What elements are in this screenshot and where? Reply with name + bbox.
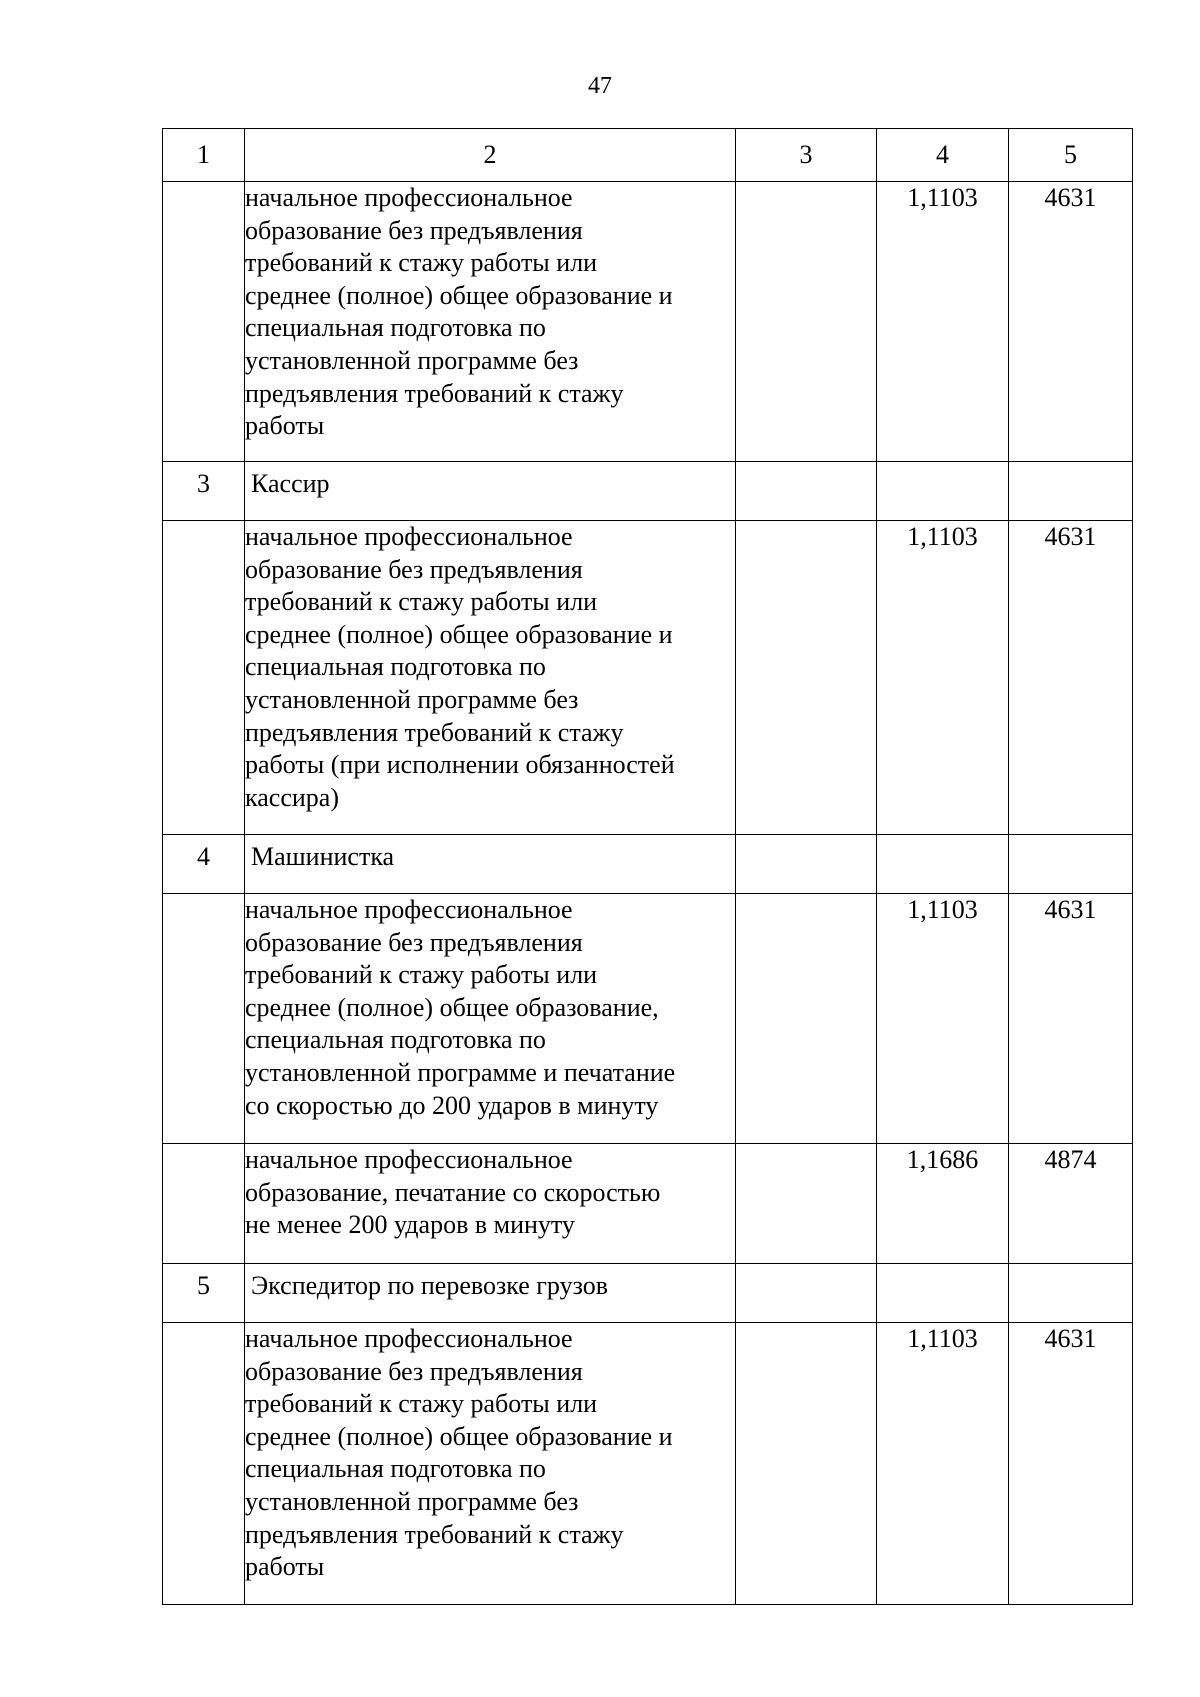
col3-cell [736,894,877,1144]
row-text: Кассир [245,462,736,521]
row-text: начальное профессиональное образование без предъявления требований к стажу работы или среднее (полное) общее образование и специальная подготовка по установленной программе без предъявления требований к стажу работы [245,182,736,462]
header-cell: 5 [1009,129,1133,182]
salary-table [162,128,1133,1605]
amount-cell [1009,462,1133,521]
table-row [163,1144,1133,1264]
col3-cell [736,521,877,835]
col3-cell [736,462,877,521]
amount-cell: 4631 [1009,894,1133,1144]
col3-cell [736,1264,877,1323]
col3-cell [736,182,877,462]
row-text: Экспедитор по перевозке грузов [245,1264,736,1323]
coefficient-cell [877,462,1009,521]
row-number [163,521,245,835]
amount-cell: 4631 [1009,521,1133,835]
row-text: Машинистка [245,835,736,894]
coefficient-cell: 1,1686 [877,1144,1009,1264]
row-number: 3 [163,462,245,521]
coefficient-cell: 1,1103 [877,894,1009,1144]
row-number [163,894,245,1144]
row-number: 5 [163,1264,245,1323]
col3-cell [736,835,877,894]
table-row [163,835,1133,894]
table-row [163,462,1133,521]
coefficient-cell: 1,1103 [877,1323,1009,1605]
row-text: начальное профессиональное образование без предъявления требований к стажу работы или среднее (полное) общее образование, специальная подготовка по установленной программе и печатание со скоростью до 200 ударов в минуту [245,894,736,1144]
table-header-row [163,129,1133,182]
table-row [163,1323,1133,1605]
amount-cell [1009,1264,1133,1323]
coefficient-cell: 1,1103 [877,182,1009,462]
coefficient-cell [877,835,1009,894]
table-row [163,182,1133,462]
table-row [163,521,1133,835]
col3-cell [736,1323,877,1605]
header-cell: 3 [736,129,877,182]
header-cell: 4 [877,129,1009,182]
amount-cell: 4631 [1009,1323,1133,1605]
amount-cell: 4874 [1009,1144,1133,1264]
col3-cell [736,1144,877,1264]
row-number [163,1144,245,1264]
coefficient-cell [877,1264,1009,1323]
row-text: начальное профессиональное образование без предъявления требований к стажу работы или среднее (полное) общее образование и специальная подготовка по установленной программе без предъявления требований к стажу работы (при исполнении обязанностей кассира) [245,521,736,835]
header-cell: 1 [163,129,245,182]
table-row [163,1264,1133,1323]
coefficient-cell: 1,1103 [877,521,1009,835]
row-text: начальное профессиональное образование без предъявления требований к стажу работы или среднее (полное) общее образование и специальная подготовка по установленной программе без предъявления требований к стажу работы [245,1323,736,1605]
header-cell: 2 [245,129,736,182]
row-text: начальное профессиональное образование, печатание со скоростью не менее 200 ударов в минуту [245,1144,736,1264]
row-number: 4 [163,835,245,894]
amount-cell: 4631 [1009,182,1133,462]
page-number: 47 [588,73,612,99]
row-number [163,182,245,462]
table-row [163,894,1133,1144]
amount-cell [1009,835,1133,894]
row-number [163,1323,245,1605]
